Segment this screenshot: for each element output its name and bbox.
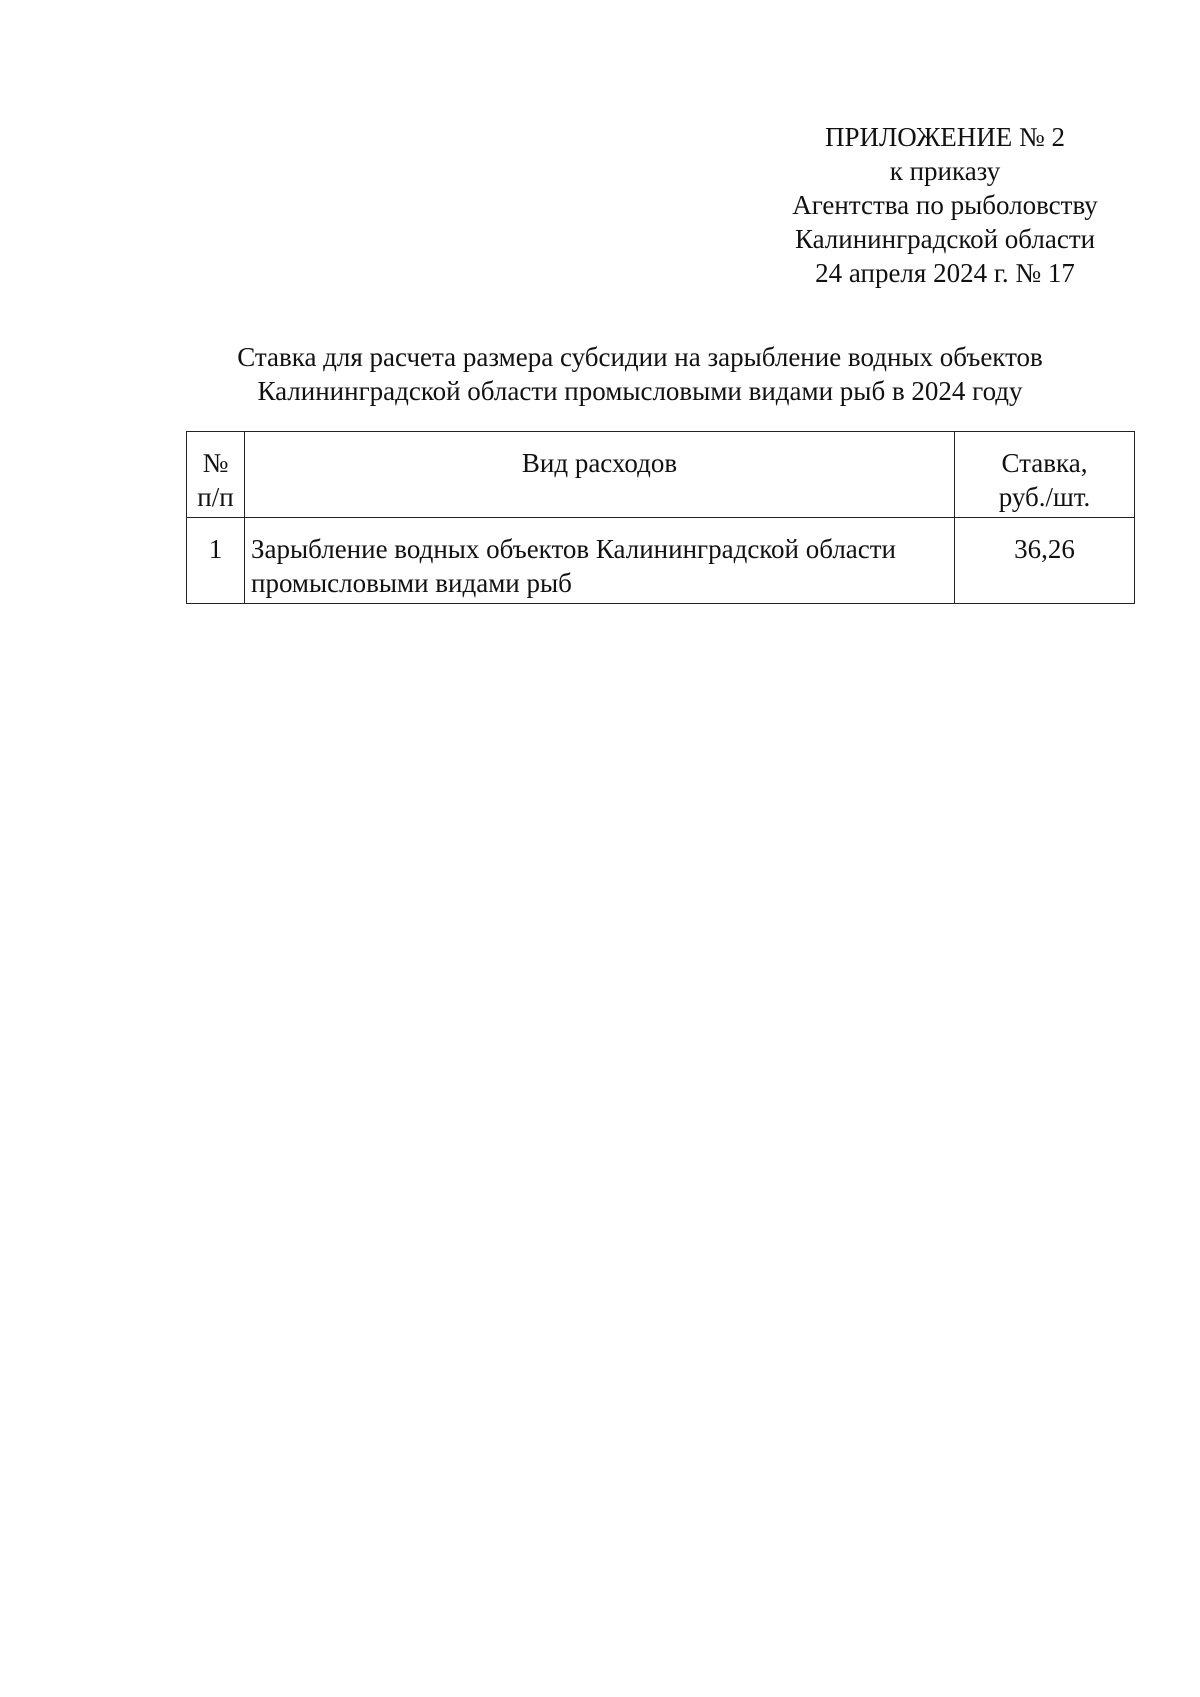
appendix-region: Калининградской области	[794, 224, 1096, 254]
header-number	[187, 432, 245, 518]
header-rate-line-2: руб./шт.	[998, 482, 1091, 512]
header-rate-line-1: Ставка,	[1001, 448, 1088, 478]
row-expense-type-line-1: Зарыбление водных объектов Калининградской области	[251, 534, 897, 564]
document-title-line-2: Калининградской области промысловыми видами рыб в 2024 году	[257, 376, 1023, 406]
row-rate: 36,26	[955, 518, 1135, 604]
appendix-date-number: 24 апреля 2024 г. № 17	[815, 258, 1075, 288]
table-row	[187, 518, 1135, 604]
appendix-header	[760, 120, 1130, 290]
document-title	[180, 340, 1100, 408]
header-rate	[955, 432, 1135, 518]
appendix-number: ПРИЛОЖЕНИЕ № 2	[824, 122, 1066, 152]
header-number-line-1: №	[202, 448, 229, 478]
table-header-row	[187, 432, 1135, 518]
row-expense-type-line-2: промысловыми видами рыб	[251, 568, 572, 598]
row-expense-type	[245, 518, 955, 604]
appendix-agency: Агентства по рыболовству	[792, 190, 1098, 220]
appendix-order-ref: к приказу	[889, 156, 1001, 186]
document-title-line-1: Ставка для расчета размера субсидии на зарыбление водных объектов	[237, 342, 1043, 372]
header-number-line-2: п/п	[197, 482, 234, 512]
row-number: 1	[187, 518, 245, 604]
header-expense-type: Вид расходов	[245, 432, 955, 518]
subsidy-rate-table	[186, 431, 1135, 604]
